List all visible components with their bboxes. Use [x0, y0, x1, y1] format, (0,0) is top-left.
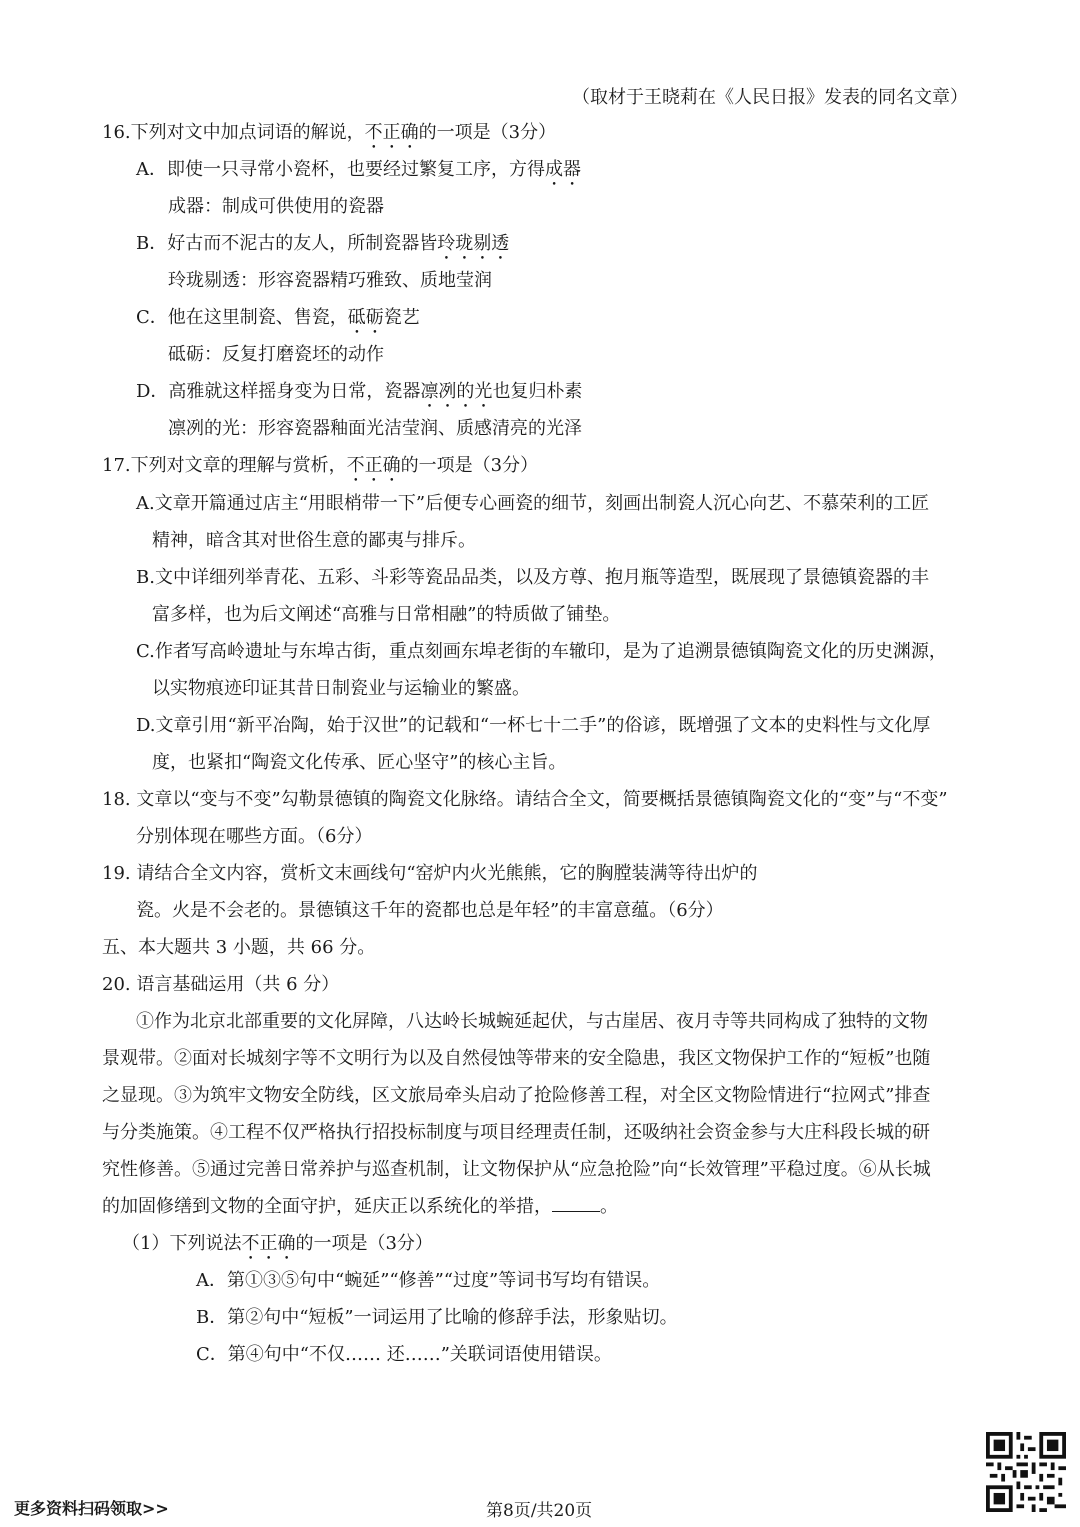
- source-citation: （取材于王晓莉在《人民日报》发表的同名文章）: [572, 87, 968, 108]
- footer-scan-prompt[interactable]: 更多资料扫码领取>>: [14, 1499, 169, 1518]
- q20-sub1-option-a: A．第①③⑤句中“蜿延”“修善”“过度”等词书写均有错误。: [196, 1270, 661, 1291]
- q20-passage-line2: 景观带。②面对长城刻字等不文明行为以及自然侵蚀等带来的安全隐患，我区文物保护工作的“短板”也随: [102, 1048, 931, 1069]
- q17-option-b-line1: B.文中详细列举青花、五彩、斗彩等瓷品品类，以及方尊、抱月瓶等造型，既展现了景德镇瓷器的丰: [136, 567, 929, 588]
- q20-sub1-option-b: B．第②句中“短板”一词运用了比喻的修辞手法，形象贴切。: [196, 1307, 678, 1328]
- q17-option-c-line2: 以实物痕迹印证其昔日制瓷业与运输业的繁盛。: [152, 678, 530, 699]
- q20-passage-line3: 之显现。③为筑牢文物安全防线，区文旅局牵头启动了抢险修善工程，对全区文物险情进行“拉网式”排查: [102, 1085, 931, 1106]
- q20-passage-line6: 的加固修缮到文物的全面守护，延庆正以系统化的举措， 。: [102, 1196, 618, 1217]
- q16-option-b-explanation: 玲珑剔透：形容瓷器精巧雅致、质地莹润: [168, 270, 492, 291]
- q16-option-c-explanation: 砥砺：反复打磨瓷坯的动作: [168, 344, 384, 365]
- q17-option-b-line2: 富多样，也为后文阐述“高雅与日常相融”的特质做了铺垫。: [152, 604, 621, 625]
- q17-option-a-line2: 精神，暗含其对世俗生意的鄙夷与排斥。: [152, 530, 476, 551]
- q19-line2: 瓷。火是不会老的。景德镇这千年的瓷都也总是年轻”的丰富意蕴。（6分）: [136, 900, 724, 921]
- q16-option-a-explanation: 成器：制成可供使用的瓷器: [168, 196, 384, 217]
- q16-option-c: C．他在这里制瓷、售瓷，砥砺瓷艺: [136, 307, 420, 328]
- q16-stem: 16.下列对文中加点词语的解说，不正确的一项是（3分）: [102, 122, 557, 143]
- q20-sub1-stem: （1）下列说法不正确的一项是（3分）: [122, 1233, 433, 1254]
- section-5-heading: 五、本大题共 3 小题，共 66 分。: [102, 937, 376, 958]
- q20-title: 20. 语言基础运用（共 6 分）: [102, 974, 340, 995]
- q17-stem: 17.下列对文章的理解与赏析，不正确的一项是（3分）: [102, 455, 539, 476]
- q20-passage-line5: 究性修善。⑤通过完善日常养护与巡查机制，让文物保护从“应急抢险”向“长效管理”平稳过度。⑥从长城: [102, 1159, 931, 1180]
- q16-option-d-explanation: 凛冽的光：形容瓷器釉面光洁莹润、质感清亮的光泽: [168, 418, 582, 439]
- q18-line2: 分别体现在哪些方面。（6分）: [136, 826, 373, 847]
- q20-passage-line1: ①作为北京北部重要的文化屏障，八达岭长城蜿延起伏，与古崖居、夜月寺等共同构成了独特的文物: [136, 1011, 928, 1032]
- q16-option-a: A．即使一只寻常小瓷杯，也要经过繁复工序，方得成器: [136, 159, 581, 180]
- q18-line1: 18. 文章以“变与不变”勾勒景德镇的陶瓷文化脉络。请结合全文，简要概括景德镇陶瓷文化的“变”与“不变”: [102, 789, 948, 810]
- q16-option-d: D．高雅就这样摇身变为日常，瓷器凛冽的光也复归朴素: [136, 381, 583, 402]
- page-number: 第8页/共20页: [486, 1501, 593, 1521]
- q17-option-d-line2: 度，也紧扣“陶瓷文化传承、匠心坚守”的核心主旨。: [152, 752, 567, 773]
- qr-code-icon[interactable]: [986, 1432, 1066, 1512]
- q19-line1: 19. 请结合全文内容，赏析文末画线句“窑炉内火光熊熊，它的胸膛装满等待出炉的: [102, 863, 758, 884]
- q17-option-a-line1: A.文章开篇通过店主“用眼梢带一下”后便专心画瓷的细节，刻画出制瓷人沉心向艺、不慕荣利的工匠: [136, 493, 930, 514]
- answer-blank: [552, 1195, 600, 1212]
- q16-option-b: B．好古而不泥古的友人，所制瓷器皆玲珑剔透: [136, 233, 510, 254]
- q17-option-c-line1: C.作者写高岭遗址与东埠古街，重点刻画东埠老街的车辙印，是为了追溯景德镇陶瓷文化的历史渊源，: [136, 641, 947, 662]
- q17-option-d-line1: D.文章引用“新平冶陶，始于汉世”的记载和“一杯七十二手”的俗谚，既增强了文本的史料性与文化厚: [136, 715, 931, 736]
- q20-passage-line4: 与分类施策。④工程不仅严格执行招投标制度与项目经理责任制，还吸纳社会资金参与大庄科段长城的研: [102, 1122, 930, 1143]
- q20-sub1-option-c: C．第④句中“不仅…… 还……”关联词语使用错误。: [196, 1344, 612, 1365]
